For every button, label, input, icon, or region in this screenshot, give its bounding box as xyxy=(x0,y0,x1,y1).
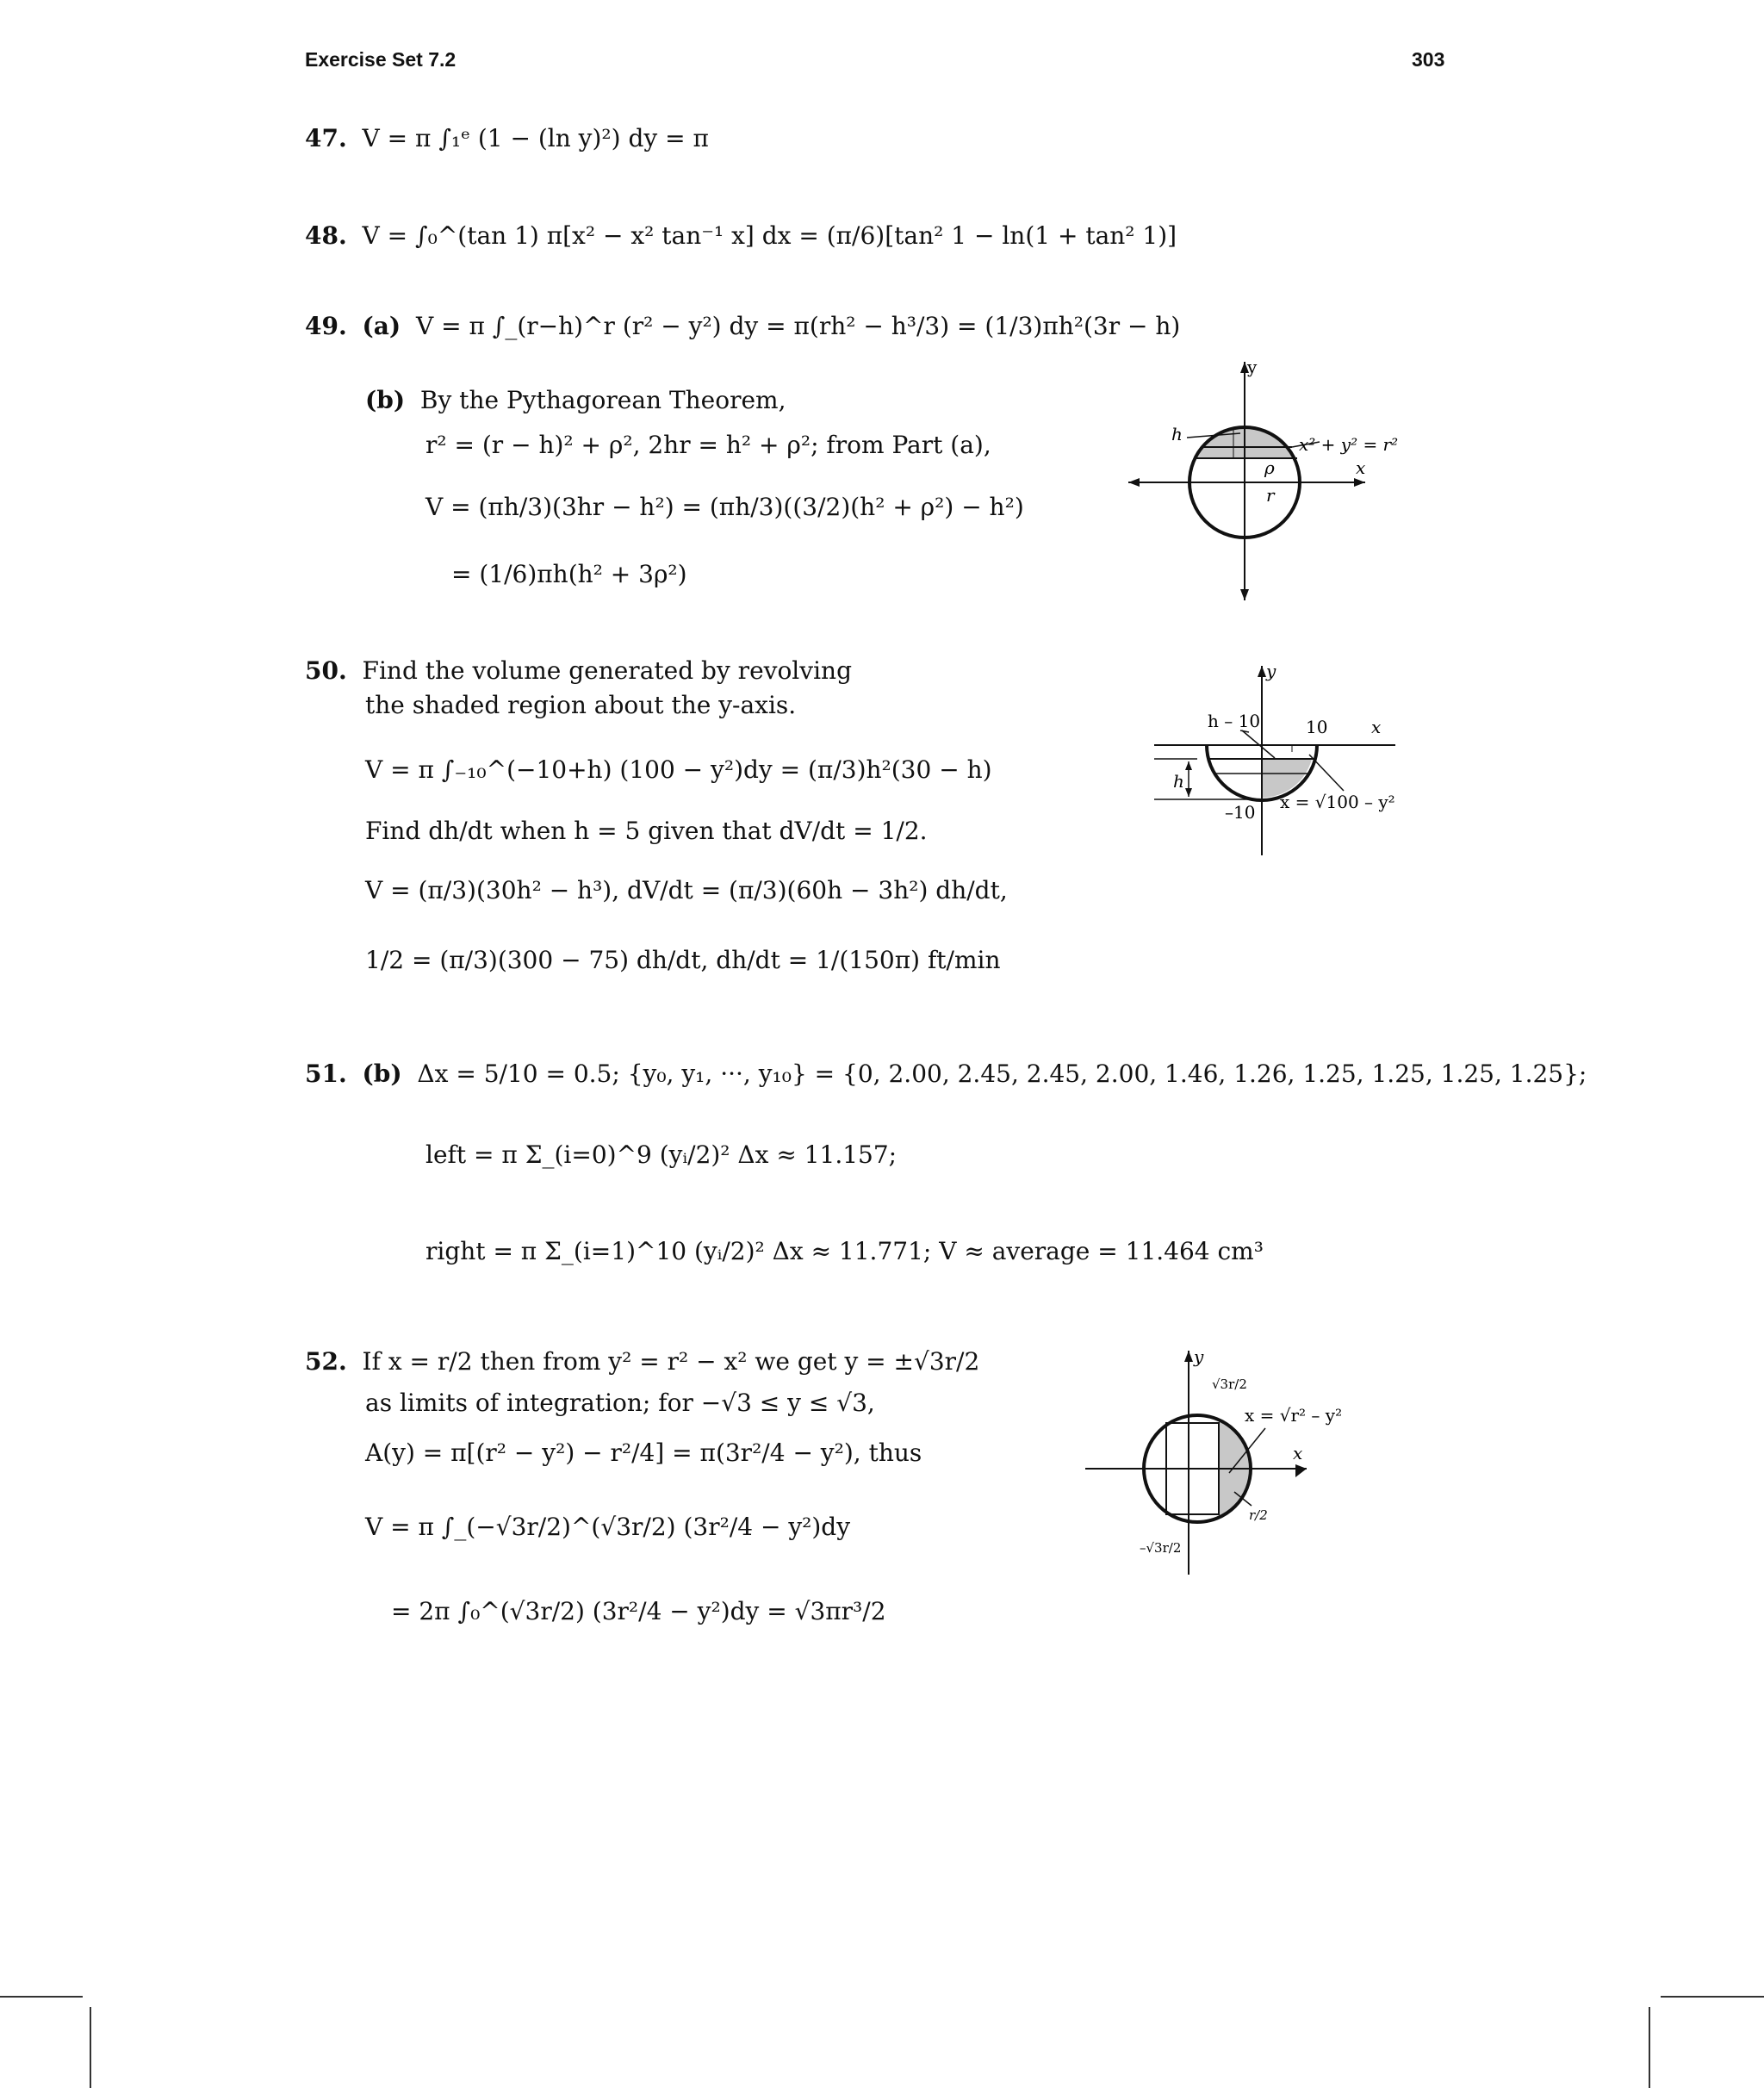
problem-47 xyxy=(305,124,709,153)
problem-50-line5: V = (π/3)(30h² − h³), dV/dt = (π/3)(60h − 3h²) dh/dt, xyxy=(365,876,1008,904)
crop-mark xyxy=(1649,2007,1650,2088)
problem-50-line1 xyxy=(305,656,852,686)
curve-equation: x = √r² – y² xyxy=(1245,1405,1343,1426)
problem-number: 48. xyxy=(305,221,347,250)
problem-number: 51. xyxy=(305,1060,347,1088)
ten-label: 10 xyxy=(1306,717,1328,737)
problem-50-line3: V = π ∫₋₁₀^(−10+h) (100 − y²)dy = (π/3)h²(30 − h) xyxy=(365,755,992,784)
problem-51-line3: right = π Σ_(i=1)^10 (yᵢ/2)² Δx ≈ 11.771; V ≈ average = 11.464 cm³ xyxy=(425,1237,1264,1265)
h-minus-10-label: h – 10 xyxy=(1208,711,1261,731)
problem-52-line5: = 2π ∫₀^(√3r/2) (3r²/4 − y²)dy = √3πr³/2 xyxy=(391,1597,886,1625)
equation: V = ∫₀^(tan 1) π[x² − x² tan⁻¹ x] dx = (π/6)[tan² 1 − ln(1 + tan² 1)] xyxy=(362,221,1177,250)
rho-label: ρ xyxy=(1264,457,1275,478)
problem-52-line4: V = π ∫_(−√3r/2)^(√3r/2) (3r²/4 − y²)dy xyxy=(365,1513,851,1541)
axis-y-label: y xyxy=(1247,357,1258,377)
axis-y-label: y xyxy=(1194,1346,1204,1367)
equation: V = π ∫₁ᵉ (1 − (ln y)²) dy = π xyxy=(362,124,709,152)
problem-48 xyxy=(305,221,1177,251)
problem-number: 52. xyxy=(305,1347,347,1376)
problem-49-b-line3: V = (πh/3)(3hr − h²) = (πh/3)((3/2)(h² + ρ²) − h²) xyxy=(425,493,1024,521)
problem-49-a xyxy=(305,312,1180,341)
problem-50-line6: 1/2 = (π/3)(300 − 75) dh/dt, dh/dt = 1/(150π) ft/min xyxy=(365,946,1001,974)
problem-number: 50. xyxy=(305,656,347,685)
problem-49-b-line2: r² = (r − h)² + ρ², 2hr = h² + ρ²; from Part (a), xyxy=(425,431,991,459)
circle-equation: x² + y² = r² xyxy=(1299,434,1399,455)
figure-50-tank xyxy=(1146,662,1430,863)
equation: V = π ∫_(r−h)^r (r² − y²) dy = π(rh² − h³/3) = (1/3)πh²(3r − h) xyxy=(415,312,1181,340)
text: Find the volume generated by revolving xyxy=(362,656,852,685)
top-limit-label: √3r/2 xyxy=(1212,1376,1247,1392)
r-label: r xyxy=(1266,485,1275,506)
figure-49-circle xyxy=(1120,357,1413,611)
text: By the Pythagorean Theorem, xyxy=(419,386,786,414)
text: Δx = 5/10 = 0.5; {y₀, y₁, ···, y₁₀} = {0, 2.00, 2.45, 2.45, 2.00, 1.46, 1.26, 1.25, 1.25, 1.25, 1.25}; xyxy=(417,1060,1587,1088)
problem-49-b-line1 xyxy=(365,386,786,415)
axis-x-label: x xyxy=(1293,1443,1303,1463)
problem-50-line4: Find dh/dt when h = 5 given that dV/dt = 1/2. xyxy=(365,817,928,845)
h-label: h xyxy=(1173,771,1184,792)
problem-52-line1 xyxy=(305,1347,979,1376)
axis-y-label: y xyxy=(1266,662,1276,681)
part-label: (a) xyxy=(362,312,401,340)
crop-mark xyxy=(0,1996,83,1998)
problem-51-line1 xyxy=(305,1060,1587,1089)
crop-mark xyxy=(90,2007,91,2088)
running-header-title: Exercise Set 7.2 xyxy=(305,48,457,71)
part-label: (b) xyxy=(365,386,406,414)
part-label: (b) xyxy=(362,1060,402,1088)
problem-number: 47. xyxy=(305,124,347,152)
problem-51-line2: left = π Σ_(i=0)^9 (yᵢ/2)² Δx ≈ 11.157; xyxy=(425,1140,898,1169)
axis-x-label: x xyxy=(1356,457,1366,478)
problem-52-line2: as limits of integration; for −√3 ≤ y ≤ √3, xyxy=(365,1389,875,1417)
bottom-limit-label: –√3r/2 xyxy=(1140,1540,1182,1556)
page-number: 303 xyxy=(1412,48,1445,71)
problem-49-b-line4: = (1/6)πh(h² + 3ρ²) xyxy=(451,560,687,588)
curve-equation: x = √100 – y² xyxy=(1280,792,1395,812)
h-label: h xyxy=(1171,424,1183,444)
figure-52-circle xyxy=(1081,1344,1365,1580)
r-over-2-label: r/2 xyxy=(1249,1507,1268,1523)
axis-x-label: x xyxy=(1371,717,1382,737)
problem-52-line3: A(y) = π[(r² − y²) − r²/4] = π(3r²/4 − y²), thus xyxy=(365,1439,922,1467)
crop-mark xyxy=(1661,1996,1764,1998)
problem-50-line2: the shaded region about the y-axis. xyxy=(365,691,797,719)
neg-ten-label: –10 xyxy=(1225,802,1256,823)
text: If x = r/2 then from y² = r² − x² we get y = ±√3r/2 xyxy=(362,1347,980,1376)
problem-number: 49. xyxy=(305,312,347,340)
